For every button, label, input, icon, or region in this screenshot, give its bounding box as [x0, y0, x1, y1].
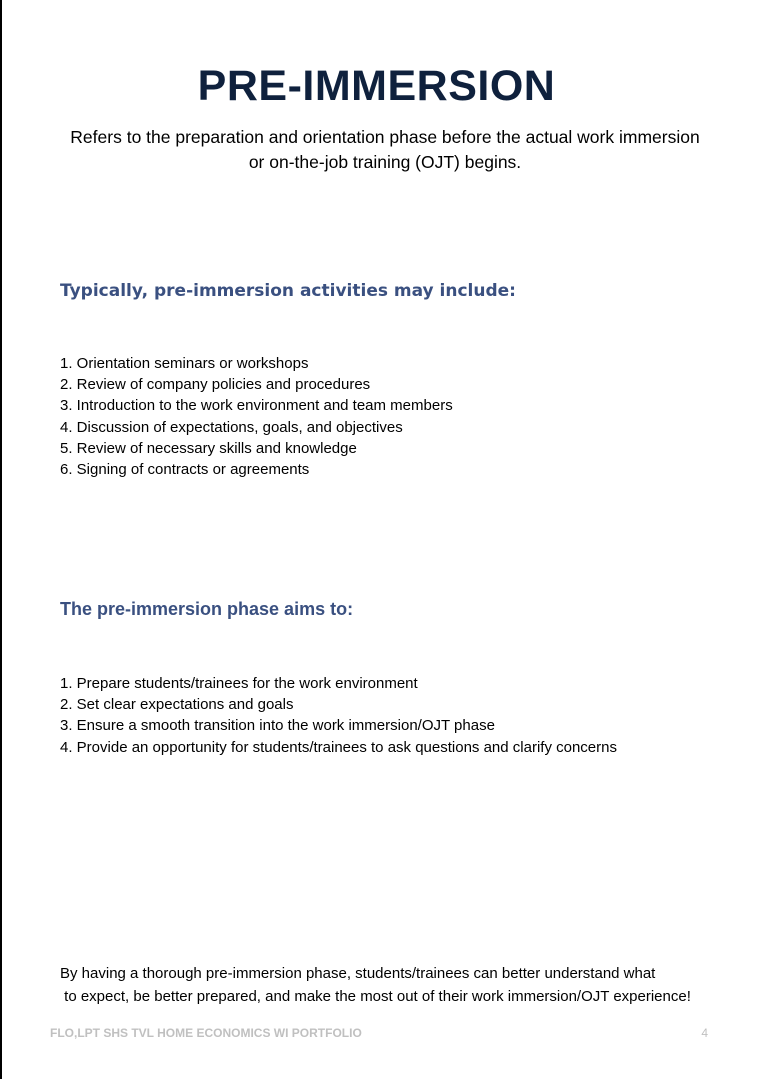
list-item: 2. Set clear expectations and goals [60, 696, 294, 714]
list-item: 4. Provide an opportunity for students/trainees to ask questions and clarify concerns [60, 738, 617, 756]
intro-line: Refers to the preparation and orientation phase before the actual work immersion [70, 127, 700, 147]
aims-heading: The pre-immersion phase aims to: [60, 599, 354, 619]
list-item: 6. Signing of contracts or agreements [60, 461, 310, 479]
aims-list [60, 673, 617, 758]
intro-line: or on-the-job training (OJT) begins. [248, 152, 522, 172]
activities-list [60, 353, 453, 480]
list-item: 3. Ensure a smooth transition into the work immersion/OJT phase [60, 717, 495, 735]
list-item: 1. Orientation seminars or workshops [60, 355, 309, 372]
footer-text: FLO,LPT SHS TVL HOME ECONOMICS WI PORTFOLIO [50, 1026, 362, 1040]
intro-paragraph [40, 125, 730, 175]
list-item: 5. Review of necessary skills and knowledge [60, 439, 357, 457]
page-number: 4 [701, 1026, 708, 1040]
closing-line: to expect, be better prepared, and make the most out of their work immersion/OJT experience! [60, 988, 691, 1005]
list-item: 3. Introduction to the work environment and team members [60, 397, 453, 415]
list-item: 4. Discussion of expectations, goals, and objectives [60, 418, 403, 436]
page-footer [50, 1026, 708, 1040]
page-left-border [0, 0, 2, 1079]
closing-paragraph [60, 962, 740, 1008]
list-item: 1. Prepare students/trainees for the work environment [60, 675, 418, 692]
list-item: 2. Review of company policies and procedures [60, 376, 371, 394]
page-title: PRE-IMMERSION [197, 62, 556, 110]
closing-line: By having a thorough pre-immersion phase, students/trainees can better understand what [60, 965, 656, 982]
activities-heading: Typically, pre-immersion activities may include: [60, 281, 516, 301]
